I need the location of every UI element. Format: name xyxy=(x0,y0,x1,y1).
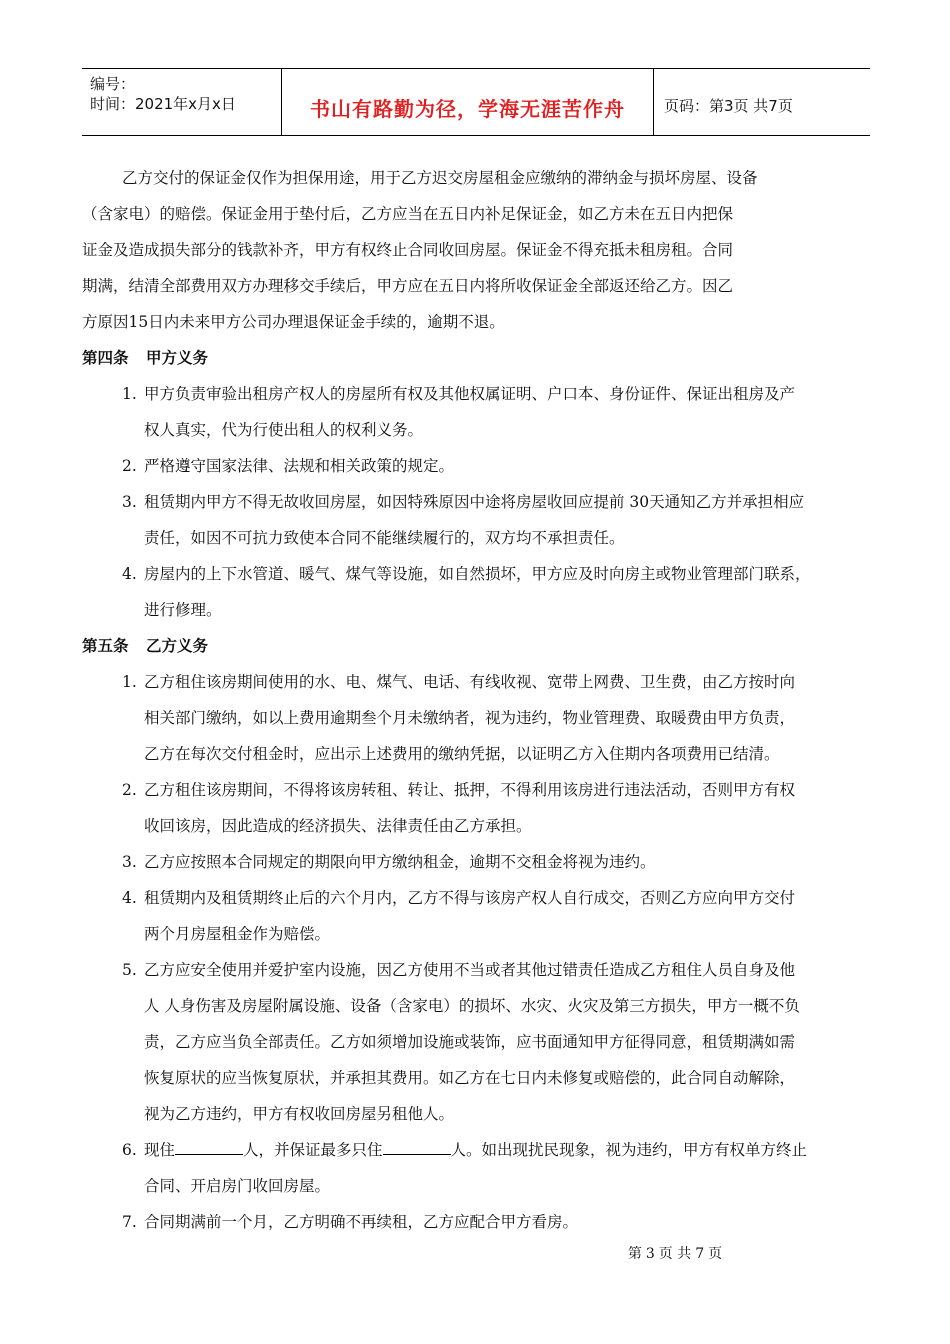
item-line: 人 人身伤害及房屋附属设施、设备（含家电）的损坏、水灾、火灾及第三方损失，甲方一概不负 xyxy=(144,997,800,1015)
occupant-count-blank[interactable] xyxy=(175,1136,243,1155)
list-item xyxy=(82,556,870,628)
item-line: 乙方在每次交付租金时，应出示上述费用的缴纳凭据，以证明乙方入住期内各项费用已结清。 xyxy=(144,745,780,763)
item-number: 5. xyxy=(122,961,137,979)
item-text: 乙方应安全使用并爱护室内设施，因乙方使用不当或者其他过错责任造成乙方租住人员自身及他 xyxy=(144,961,796,979)
item-number: 1. xyxy=(122,673,137,691)
item-text: 严格遵守国家法律、法规和相关政策的规定。 xyxy=(144,457,455,475)
paragraph-line: （含家电）的赔偿。保证金用于垫付后，乙方应当在五日内补足保证金，如乙方未在五日内把保 xyxy=(82,205,734,223)
item-line: 收回该房，因此造成的经济损失、法律责任由乙方承担。 xyxy=(144,817,532,835)
item-line: 两个月房屋租金作为赔偿。 xyxy=(144,925,331,943)
paragraph-line: 乙方交付的保证金仅作为担保用途，用于乙方迟交房屋租金应缴纳的滞纳金与损坏房屋、设备 xyxy=(122,169,758,187)
list-item xyxy=(82,844,870,880)
header-page-number: 页码：第3页 共7页 xyxy=(664,97,793,115)
paragraph-line: 期满，结清全部费用双方办理移交手续后，甲方应在五日内将所收保证金全部返还给乙方。因乙 xyxy=(82,277,734,295)
page-footer xyxy=(0,1243,950,1263)
article-number: 第五条 xyxy=(82,637,129,655)
item-number: 4. xyxy=(122,565,137,583)
list-item xyxy=(82,1204,870,1240)
article-4-list xyxy=(82,376,870,628)
list-item xyxy=(82,1132,870,1204)
item-text: 租赁期内及租赁期终止后的六个月内，乙方不得与该房产权人自行成交，否则乙方应向甲方交付 xyxy=(144,889,796,907)
article-5-heading xyxy=(82,628,870,664)
footer-text: 第 xyxy=(627,1246,642,1262)
header-page-cell xyxy=(654,69,870,135)
item-number: 1. xyxy=(122,385,137,403)
paragraph-line: 证金及造成损失部分的钱款补齐，甲方有权终止合同收回房屋。保证金不得充抵未租房租。合同 xyxy=(82,241,734,259)
item-text: 甲方负责审验出租房产权人的房屋所有权及其他权属证明、户口本、身份证件、保证出租房及产 xyxy=(144,385,796,403)
list-item xyxy=(82,664,870,772)
article-4-heading xyxy=(82,340,870,376)
footer-text: 页 xyxy=(708,1246,723,1262)
item-number: 4. xyxy=(122,889,137,907)
item-line: 相关部门缴纳，如以上费用逾期叁个月未缴纳者，视为违约，物业管理费、取暖费由甲方负责， xyxy=(144,709,796,727)
item-text: 乙方应按照本合同规定的期限向甲方缴纳租金，逾期不交租金将视为违约。 xyxy=(144,853,656,871)
date-label: 时间：2021年x月x日 xyxy=(90,95,236,113)
item-text: 合同期满前一个月，乙方明确不再续租，乙方应配合甲方看房。 xyxy=(144,1213,579,1231)
list-item xyxy=(82,448,870,484)
item-line: 责任，如因不可抗力致使本合同不能继续履行的，双方均不承担责任。 xyxy=(144,529,625,547)
list-item xyxy=(82,376,870,448)
header-motto-cell xyxy=(282,69,654,135)
motto-text: 书山有路勤为径，学海无涯苦作舟 xyxy=(310,97,625,121)
page-header xyxy=(82,68,870,136)
article-5-list xyxy=(82,664,870,1132)
item-text: 租赁期内甲方不得无故收回房屋，如因特殊原因中途将房屋收回应提前 30天通知乙方并承担相应 xyxy=(144,493,805,511)
intro-paragraph xyxy=(82,160,870,340)
item-number: 3. xyxy=(122,493,137,511)
item-text: 现住 xyxy=(144,1141,176,1159)
list-item xyxy=(82,952,870,1132)
item-text: 乙方租住该房期间，不得将该房转租、转让、抵押，不得利用该房进行违法活动，否则甲方有权 xyxy=(144,781,796,799)
item-text: 人。如出现扰民现象，视为违约，甲方有权单方终止 xyxy=(450,1141,808,1159)
item-line: 进行修理。 xyxy=(144,601,222,619)
footer-text: 页 共 xyxy=(658,1246,692,1262)
item-number: 2. xyxy=(122,457,137,475)
document-body xyxy=(82,160,870,1240)
item-line: 恢复原状的应当恢复原状，并承担其费用。如乙方在七日内未修复或赔偿的，此合同自动解除， xyxy=(144,1069,796,1087)
item-number: 2. xyxy=(122,781,137,799)
header-meta-cell xyxy=(82,69,282,135)
item-line: 权人真实，代为行使出租人的权利义务。 xyxy=(144,421,424,439)
footer-total-pages: 7 xyxy=(695,1246,705,1262)
paragraph-line: 方原因15日内未来甲方公司办理退保证金手续的，逾期不退。 xyxy=(82,313,505,331)
item-line: 合同、开启房门收回房屋。 xyxy=(144,1177,331,1195)
item-line: 责，乙方应当负全部责任。乙方如须增加设施或装饰，应书面通知甲方征得同意，租赁期满如需 xyxy=(144,1033,796,1051)
item-text: 人，并保证最多只住 xyxy=(243,1141,383,1159)
list-item xyxy=(82,880,870,952)
article-title: 乙方义务 xyxy=(146,637,209,655)
item-line: 视为乙方违约，甲方有权收回房屋另租他人。 xyxy=(144,1105,455,1123)
serial-number-label: 编号： xyxy=(90,75,136,93)
item-number: 7. xyxy=(122,1213,137,1231)
item-text: 乙方租住该房期间使用的水、电、煤气、电话、有线收视、宽带上网费、卫生费，由乙方按时向 xyxy=(144,673,796,691)
list-item xyxy=(82,484,870,556)
item-text: 房屋内的上下水管道、暖气、煤气等设施，如自然损坏，甲方应及时向房主或物业管理部门联系， xyxy=(144,565,811,583)
item-number: 6. xyxy=(122,1141,137,1159)
max-occupant-blank[interactable] xyxy=(383,1136,451,1155)
article-number: 第四条 xyxy=(82,349,129,367)
footer-current-page: 3 xyxy=(645,1246,655,1262)
article-title: 甲方义务 xyxy=(146,349,209,367)
item-number: 3. xyxy=(122,853,137,871)
list-item xyxy=(82,772,870,844)
